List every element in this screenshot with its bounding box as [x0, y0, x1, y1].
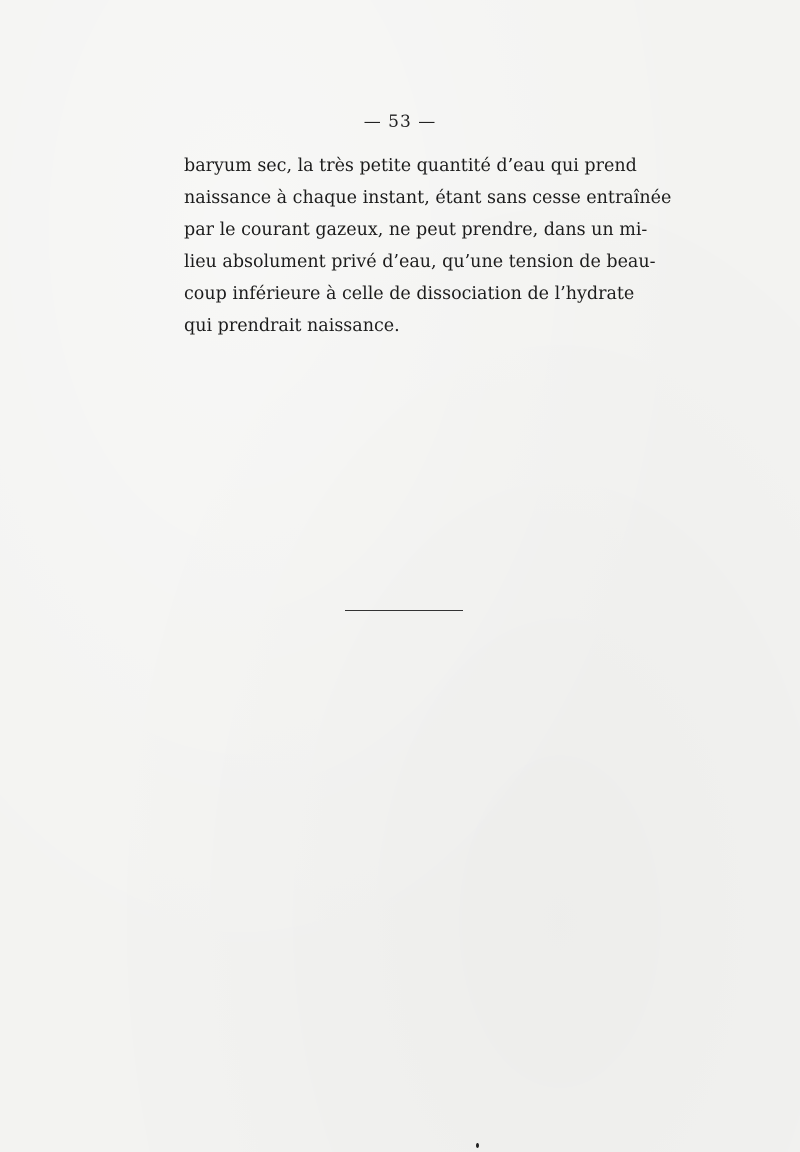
text-line: coup inférieure à celle de dissociation de l’hydrate — [184, 284, 635, 304]
text-line: lieu absolument privé d’eau, qu’une tension de beau- — [184, 252, 656, 272]
text-line: par le courant gazeux, ne peut prendre, dans un mi- — [184, 220, 648, 240]
text-line: naissance à chaque instant, étant sans cesse entraînée — [184, 188, 672, 208]
text-line: baryum sec, la très petite quantité d’eau qui prend — [184, 156, 637, 176]
page-number: — 53 — — [363, 112, 437, 132]
text-line: qui prendrait naissance. — [184, 316, 400, 336]
print-speck — [476, 1143, 479, 1148]
section-divider — [345, 610, 463, 611]
paragraph — [184, 150, 672, 342]
